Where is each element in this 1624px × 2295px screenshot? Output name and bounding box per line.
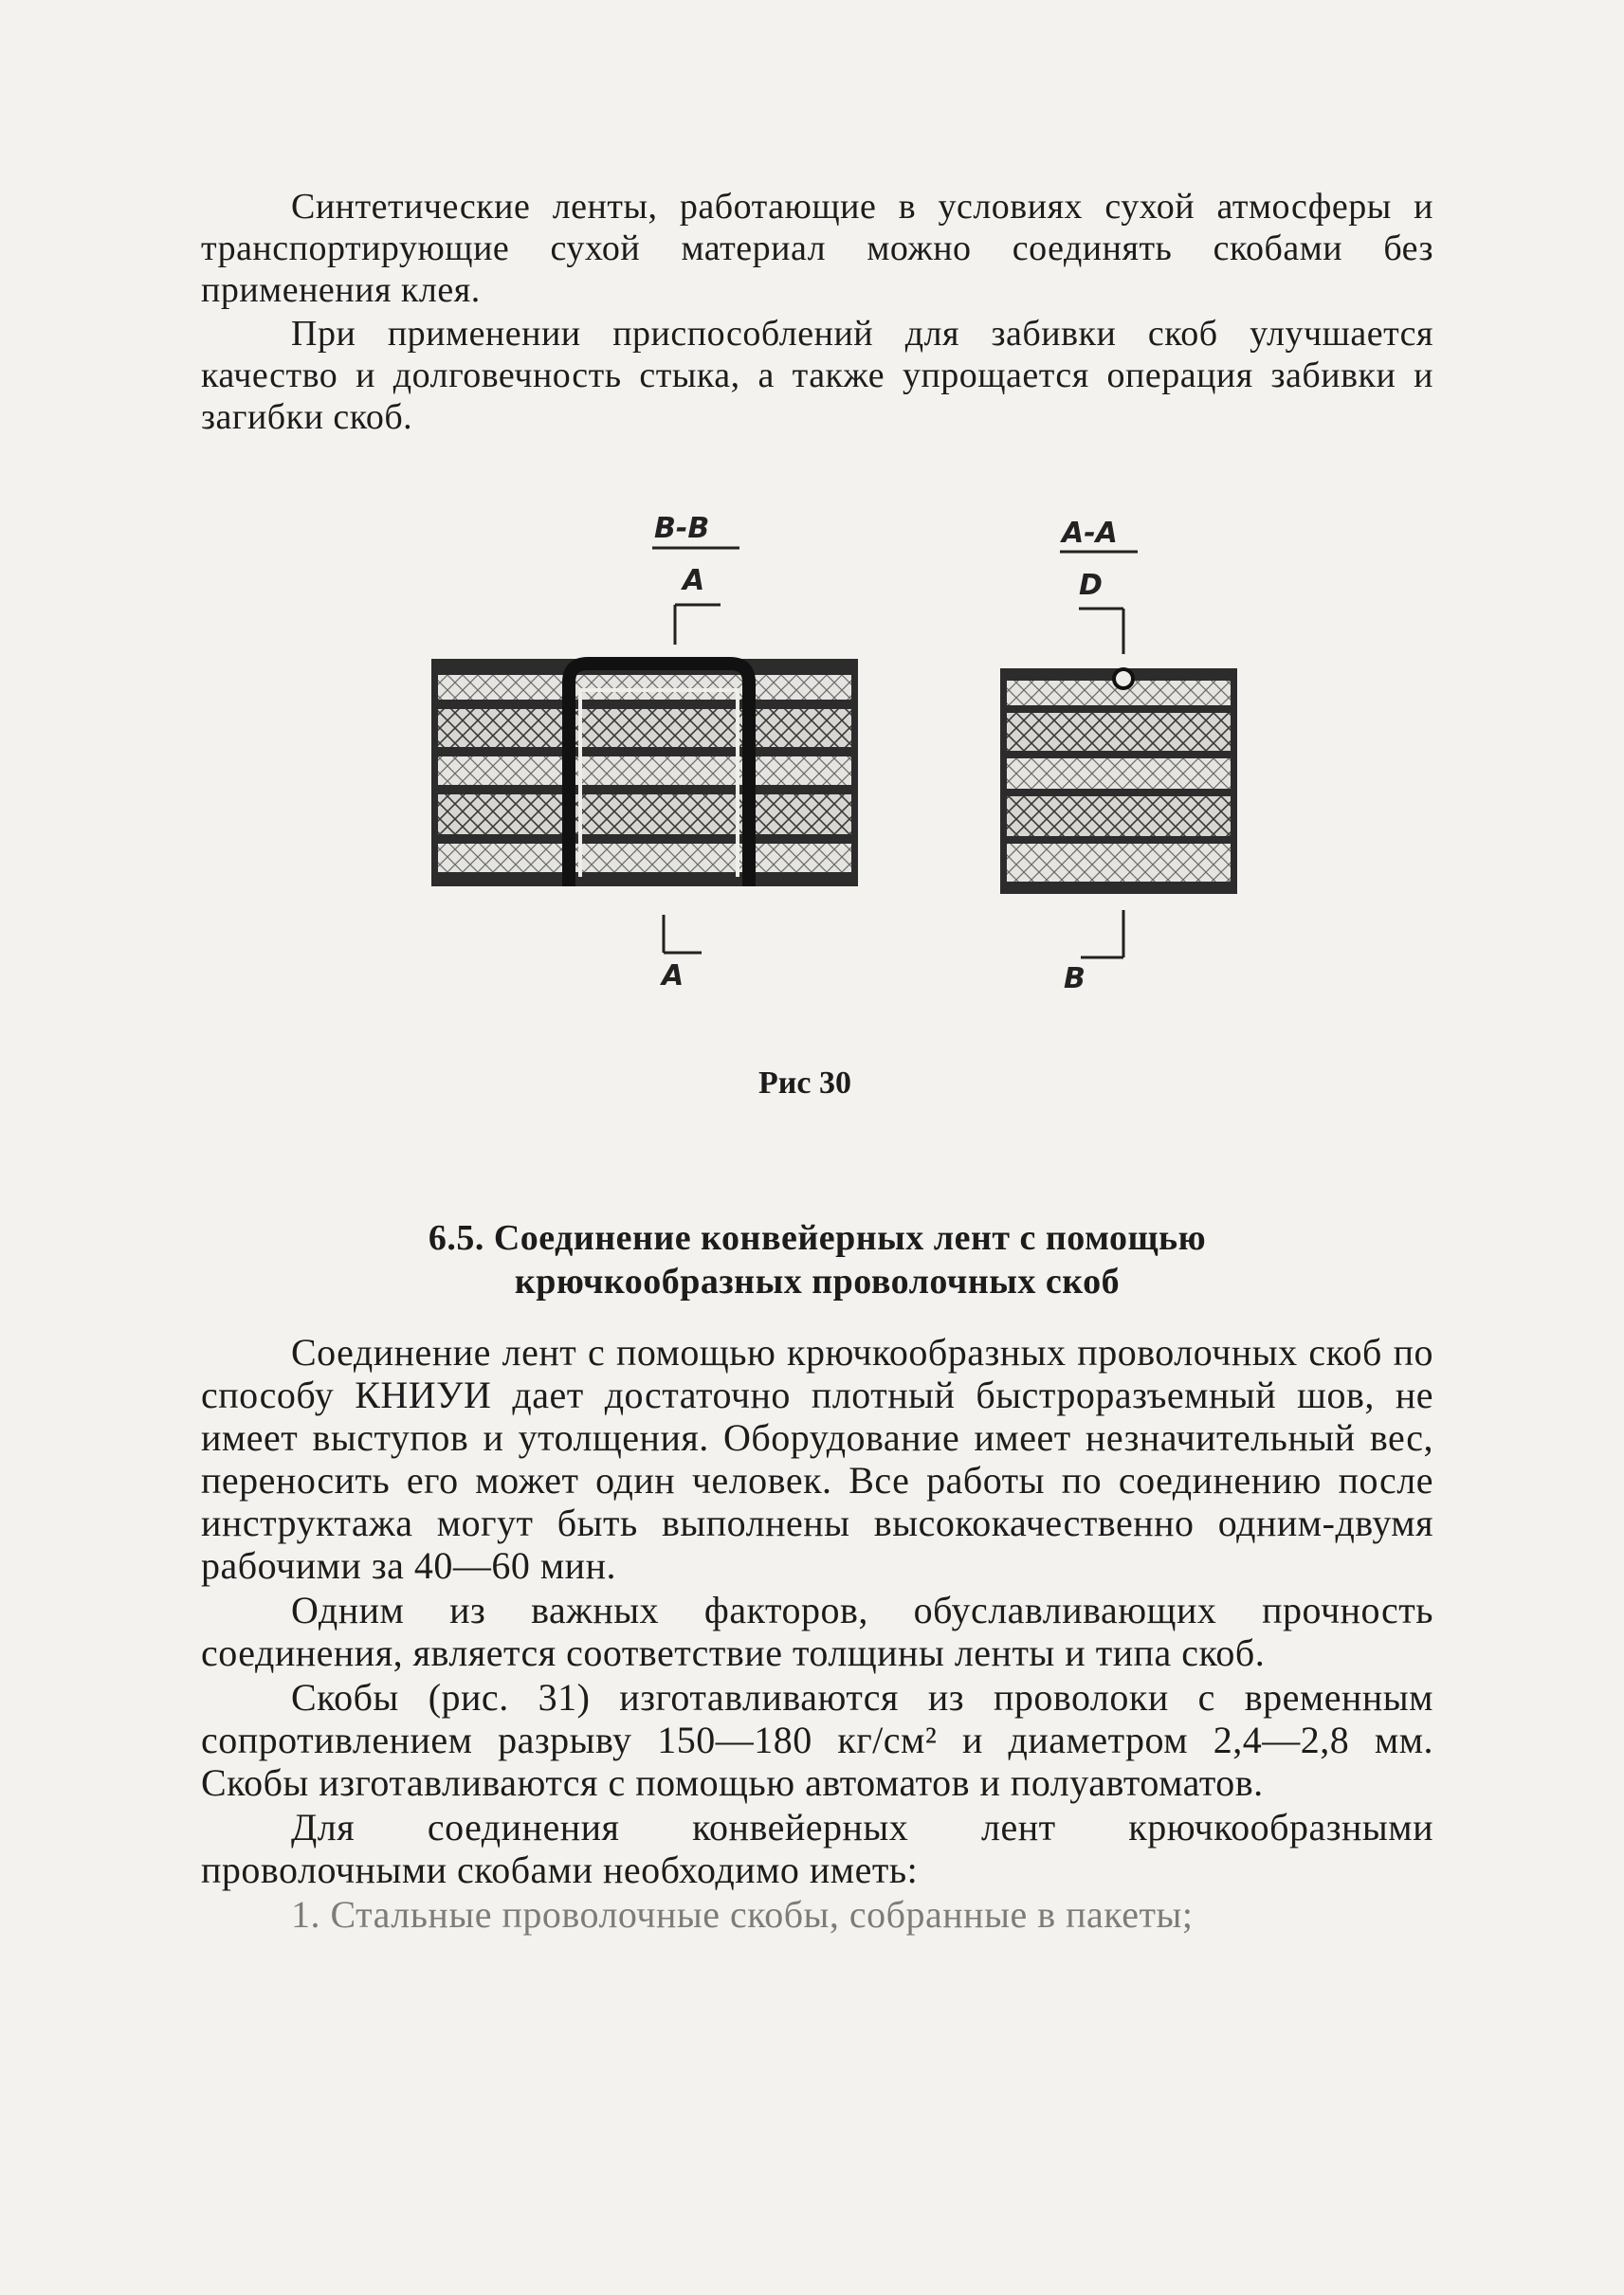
right-top-marker: D	[1079, 569, 1103, 602]
section-label-right: A-A	[1062, 517, 1118, 550]
section-heading	[201, 1216, 1433, 1303]
left-bottom-marker: A	[662, 959, 684, 993]
figure-caption: Рис 30	[758, 1066, 851, 1101]
section-heading-line-2: крючкообразных проволочных скоб	[514, 1262, 1121, 1302]
body-paragraph-1: Соединение лент с помощью крючкообразных проволочных скоб по способу КНИУИ дает достаточно плотный быстроразъемный шов, не имеет выступов и утолщения. Оборудование имеет незначительный вес, переносить его может один человек. Все работы по соединению после инструктажа могут быть выполнены высококачественно одним-двумя рабочими за 40—60 мин.	[201, 1331, 1433, 1587]
right-bottom-marker: B	[1064, 962, 1086, 995]
right-belt-section	[1000, 668, 1237, 894]
intro-paragraph-2: При применении приспособлений для забивки скоб улучшается качество и долговечность стыка, а также упрощается операция забивки и загибки скоб.	[201, 314, 1433, 437]
body-paragraph-4: Для соединения конвейерных лент крючкообразными проволочными скобами необходимо иметь:	[201, 1806, 1433, 1891]
section-body	[201, 1331, 1433, 1936]
body-paragraph-3: Скобы (рис. 31) изготавливаются из проволоки с временным сопротивлением разрыву 150—180 кг/см² и диаметром 2,4—2,8 мм. Скобы изготавливаются с помощью автоматов и полуавтоматов.	[201, 1676, 1433, 1804]
section-label-left: B-B	[654, 512, 710, 545]
section-heading-line-1: 6.5. Соединение конвейерных лент с помощью	[428, 1218, 1207, 1258]
body-paragraph-2: Одним из важных факторов, обуславливающих прочность соединения, является соответствие толщины ленты и типа скоб.	[201, 1589, 1433, 1674]
left-belt-section	[431, 659, 858, 886]
intro-paragraph-1: Синтетические ленты, работающие в условиях сухой атмосферы и транспортирующие сухой материал можно соединять скобами без применения клея.	[201, 187, 1433, 310]
body-paragraph-5: 1. Стальные проволочные скобы, собранные в пакеты;	[291, 1893, 1194, 1936]
left-top-marker: A	[683, 564, 705, 597]
